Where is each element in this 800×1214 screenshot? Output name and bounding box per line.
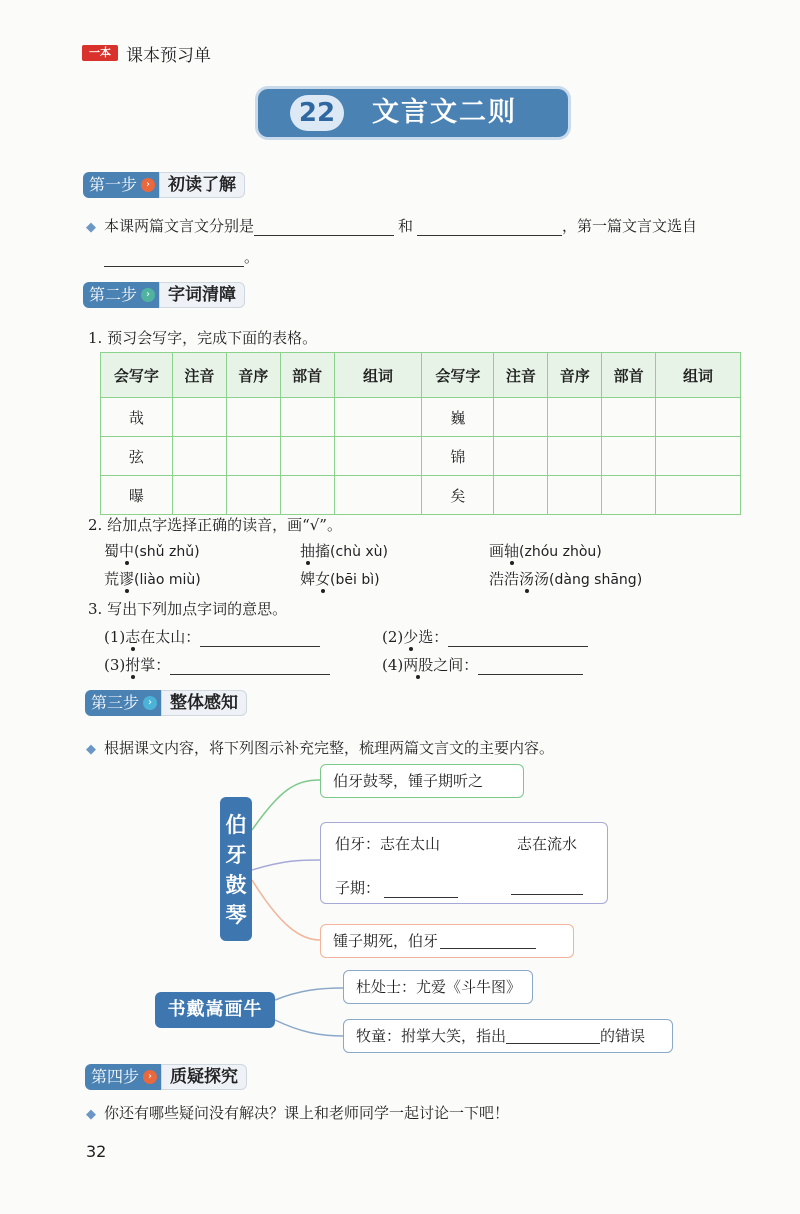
meaning-item: (4)两股之间：	[382, 654, 583, 675]
diamond-bullet-icon: ◆	[86, 742, 96, 757]
pron-item[interactable]: 画轴(zhóu zhòu)	[489, 542, 602, 560]
step4-label: 第四步 ›	[85, 1064, 161, 1090]
step3-name: 整体感知	[161, 690, 247, 716]
arrow-icon: ›	[141, 288, 155, 302]
pron-item[interactable]: 荒谬(liào miù)	[104, 570, 201, 588]
step2-q2: 2. 给加点字选择正确的读音，画“√”。	[88, 516, 342, 534]
diamond-bullet-icon: ◆	[86, 1107, 96, 1122]
step1-name: 初读了解	[159, 172, 245, 198]
step2-q3: 3. 写出下列加点字词的意思。	[88, 600, 288, 618]
pron-item[interactable]: 蜀中(shǔ zhǔ)	[104, 542, 200, 560]
step4-header	[85, 1064, 247, 1090]
brand-logo: 一本	[82, 45, 118, 61]
step2-name: 字词清障	[159, 282, 245, 308]
arrow-icon: ›	[143, 1070, 157, 1084]
header-title: 课本预习单	[126, 46, 211, 66]
diagram1-box3: 锺子期死，伯牙	[320, 924, 574, 958]
diagram1-title: 伯 牙 鼓 琴	[220, 797, 252, 941]
lesson-title: 文言文二则	[372, 97, 517, 128]
meaning-item: (2)少选：	[382, 626, 588, 647]
step2-q1: 1. 预习会写字，完成下面的表格。	[88, 329, 318, 347]
table-header-row: 会写字 注音 音序 部首 组词 会写字 注音 音序 部首 组词	[101, 353, 741, 398]
pron-item[interactable]: 浩浩汤汤(dàng shāng)	[489, 570, 643, 588]
step1-question-cont: 。	[104, 246, 259, 267]
table-row: 弦 锦	[101, 437, 741, 476]
answer-blank[interactable]	[440, 934, 536, 949]
step4-name: 质疑探究	[161, 1064, 247, 1090]
diagram1-box1: 伯牙鼓琴，锺子期听之	[320, 764, 524, 798]
step3-instruction: ◆ 根据课文内容，将下列图示补充完整，梳理两篇文言文的主要内容。	[86, 739, 555, 757]
arrow-icon: ›	[141, 178, 155, 192]
meaning-item: (3)拊掌：	[104, 654, 330, 675]
diagram2-title: 书戴嵩画牛	[155, 992, 275, 1028]
step4-text: ◆ 你还有哪些疑问没有解决？课上和老师同学一起讨论一下吧！	[86, 1104, 510, 1122]
table-row: 哉 巍	[101, 398, 741, 437]
diamond-bullet-icon: ◆	[86, 220, 96, 235]
table-row: 曝 矣	[101, 476, 741, 515]
pron-item[interactable]: 抽搐(chù xù)	[300, 542, 389, 560]
page-number: 32	[86, 1142, 107, 1161]
diagram2-box2: 牧童：拊掌大笑，指出 的错误	[343, 1019, 673, 1053]
step3-label: 第三步 ›	[85, 690, 161, 716]
step1-question: ◆ 本课两篇文言文分别是 和 ，第一篇文言文选自	[86, 217, 698, 235]
diagram2-box1: 杜处士：尤爱《斗牛图》	[343, 970, 533, 1004]
answer-blank[interactable]	[506, 1029, 600, 1044]
diagram1-box2: 伯牙：志在太山 志在流水 子期：	[320, 822, 608, 904]
meaning-item: (1)志在太山：	[104, 626, 320, 647]
arrow-icon: ›	[143, 696, 157, 710]
lesson-number: 22	[290, 95, 344, 131]
step1-label: 第一步 ›	[83, 172, 159, 198]
answer-blank[interactable]	[384, 883, 458, 898]
pron-item[interactable]: 婢女(bēi bì)	[300, 570, 380, 588]
answer-blank[interactable]	[511, 880, 583, 895]
step2-label: 第二步 ›	[83, 282, 159, 308]
